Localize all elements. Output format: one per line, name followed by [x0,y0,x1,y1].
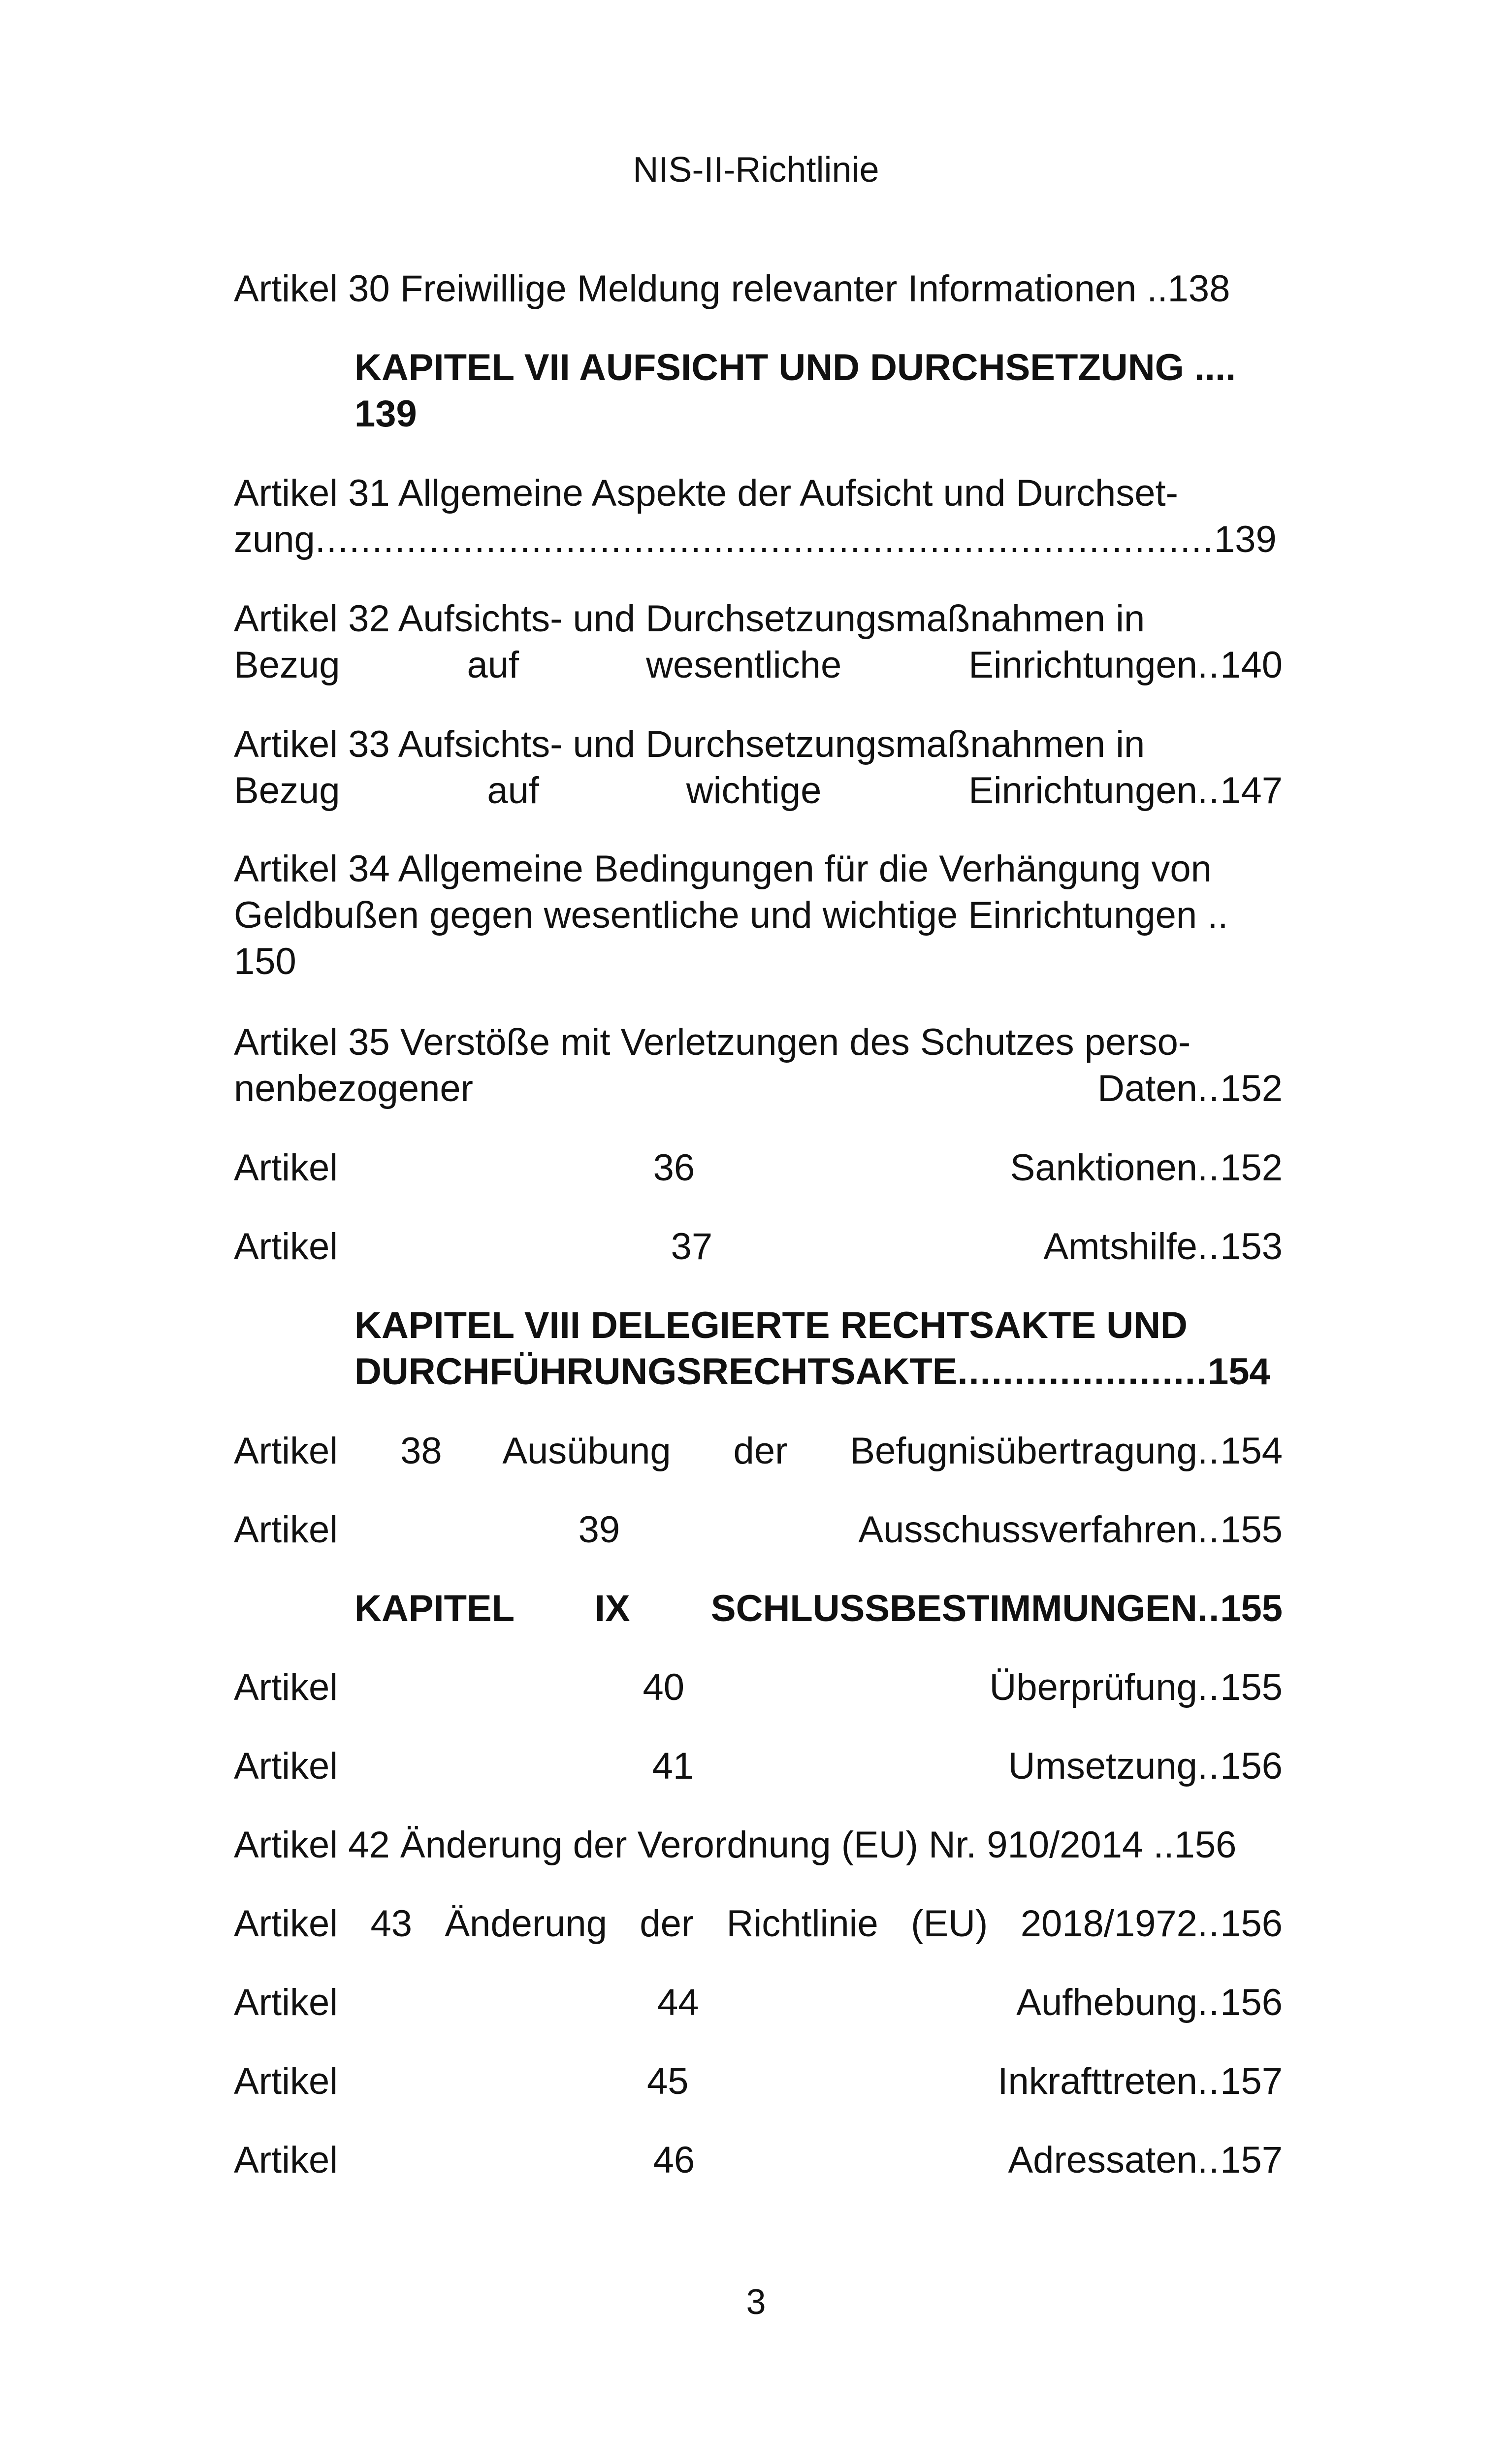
toc-entry-artikel-33[interactable] [234,721,1283,814]
toc-leader-dots: .. [1197,770,1221,812]
toc-entry-title-cont: Bezug auf wesentliche Einrichtungen [234,644,1197,686]
toc-entry-artikel-32[interactable] [234,596,1283,688]
toc-entry-title: Artikel 40 Überprüfung [234,1666,1197,1708]
toc-page-number: 156 [1220,1745,1283,1787]
toc-entry-title-cont: nenbezogener Daten [234,1068,1197,1109]
toc-chapter-title: KAPITEL IX SCHLUSSBESTIMMUNGEN [354,1588,1197,1629]
toc-entry-artikel-35[interactable] [234,1019,1283,1112]
toc-leader-dots: ............................................................................... [315,519,1214,560]
toc-leader-dots: .. [1197,1430,1221,1472]
toc-entry-title: Artikel 37 Amtshilfe [234,1226,1197,1268]
toc-entry-artikel-45[interactable] [234,2058,1283,2105]
toc-entry-title: Artikel 41 Umsetzung [234,1745,1197,1787]
toc-leader-line [234,1224,1283,1270]
toc-entry-title-cont: zung [234,519,315,560]
toc-page-number: 157 [1220,2139,1283,2181]
toc-chapter-title-cont: DURCHFÜHRUNGSRECHTSAKTE [354,1351,958,1393]
toc-page-number: 156 [1220,1903,1283,1945]
toc-leader-line [234,517,1283,563]
toc-page-number: 155 [1220,1588,1283,1629]
toc-entry-title-cont: Bezug auf wichtige Einrichtungen [234,770,1197,812]
toc-leader-line [234,1507,1283,1553]
toc-leader-dots: .. [1197,2139,1221,2181]
toc-chapter-title: KAPITEL VII AUFSICHT UND DURCHSETZUNG .... [354,347,1236,389]
toc-entry-title: Artikel 44 Aufhebung [234,1982,1197,2023]
toc-leader-line [234,768,1283,814]
toc-leader-line [234,1145,1283,1191]
toc-entry-artikel-41[interactable] [234,1743,1283,1790]
toc-chapter-vii[interactable] [354,345,1283,437]
toc-page-number: 147 [1220,770,1283,812]
toc-chapter-ix[interactable] [354,1586,1283,1632]
toc-page-number: 157 [1220,2060,1283,2102]
toc-entry-title: Artikel 36 Sanktionen [234,1147,1197,1189]
toc-leader-dots: .. [1197,1509,1221,1551]
toc-leader-line [234,642,1283,688]
toc-entry-title: Artikel 33 Aufsichts- und Durchsetzungsmaßnahmen in [234,723,1145,765]
toc-page-number: 152 [1220,1068,1283,1109]
toc-entry-text: Artikel 42 Änderung der Verordnung (EU) Nr. 910/2014 ..156 [234,1824,1237,1866]
toc-entry-artikel-36[interactable] [234,1145,1283,1191]
toc-entry-title: Artikel 46 Adressaten [234,2139,1197,2181]
toc-leader-dots: .. [1197,1068,1221,1109]
toc-leader-line [234,2058,1283,2105]
toc-leader-dots: .. [1197,1588,1221,1629]
toc-leader-line [234,1066,1283,1112]
page-number: 3 [746,2282,766,2322]
toc-leader-line [234,1743,1283,1790]
toc-page-number: 152 [1220,1147,1283,1189]
toc-leader-dots: .. [1197,1226,1221,1268]
toc-leader-dots: .. [1197,1745,1221,1787]
toc-entry-artikel-38[interactable] [234,1428,1283,1474]
toc-leader-dots: .. [1197,2060,1221,2102]
toc-entry-artikel-46[interactable] [234,2137,1283,2183]
toc-leader-dots: .. [1197,1903,1221,1945]
toc-page-number: 155 [1220,1509,1283,1551]
toc-leader-dots: .. [1197,1147,1221,1189]
toc-entry-title: Artikel 39 Ausschussverfahren [234,1509,1197,1551]
toc-chapter-viii[interactable] [354,1303,1283,1395]
toc-entry-artikel-40[interactable] [234,1664,1283,1711]
toc-page-number: 155 [1220,1666,1283,1708]
toc-entry-artikel-39[interactable] [234,1507,1283,1553]
toc-entry-title: Artikel 34 Allgemeine Bedingungen für die Verhängung von [234,848,1212,890]
toc-page-number: 154 [1220,1430,1283,1472]
toc-leader-line [234,1664,1283,1711]
toc-chapter-title: KAPITEL VIII DELEGIERTE RECHTSAKTE UND [354,1304,1188,1346]
toc-leader-dots: .. [1197,1666,1221,1708]
toc-entry-title: Artikel 45 Inkrafttreten [234,2060,1197,2102]
toc-entry-artikel-37[interactable] [234,1224,1283,1270]
toc-leader-line [234,1980,1283,2026]
toc-entry-artikel-34[interactable] [234,846,1283,985]
toc-leader-line [354,1349,1283,1395]
running-header: NIS-II-Richtlinie [633,150,879,190]
toc-page-number: 154 [1207,1351,1270,1393]
toc-entry-artikel-31[interactable] [234,470,1283,563]
toc-entry-title: Artikel 31 Allgemeine Aspekte der Aufsicht und Durchset- [234,472,1178,514]
toc-page-number: 156 [1220,1982,1283,2023]
toc-page-number: 153 [1220,1226,1283,1268]
toc-leader-dots: .. [1197,644,1221,686]
toc-entry-text: Artikel 30 Freiwillige Meldung relevanter Informationen ..138 [234,268,1230,310]
toc-leader-dots: ...................... [957,1351,1208,1393]
toc-entry-artikel-44[interactable] [234,1980,1283,2026]
toc-entry-artikel-43[interactable] [234,1901,1283,1947]
toc-entry-artikel-42[interactable] [234,1822,1283,1868]
toc-page-number: 140 [1220,644,1283,686]
toc-leader-line [234,2137,1283,2183]
toc-entry-title: Artikel 38 Ausübung der Befugnisübertragung [234,1430,1197,1472]
toc-entry-title: Artikel 32 Aufsichts- und Durchsetzungsmaßnahmen in [234,598,1145,640]
toc-entry-title: Artikel 35 Verstöße mit Verletzungen des Schutzes perso- [234,1021,1191,1063]
toc-page-number: 139 [354,393,417,435]
toc-leader-line [234,1428,1283,1474]
toc-entry-title-cont: Geldbußen gegen wesentliche und wichtige Einrichtungen .. [234,894,1228,936]
toc-leader-line [234,1901,1283,1947]
toc-page-number: 150 [234,941,296,982]
toc-page-number: 139 [1214,519,1277,560]
toc-leader-line [354,1586,1283,1632]
toc-leader-dots: .. [1197,1982,1221,2023]
toc-entry-title: Artikel 43 Änderung der Richtlinie (EU) 2018/1972 [234,1903,1197,1945]
toc-entry-artikel-30[interactable] [234,266,1283,312]
